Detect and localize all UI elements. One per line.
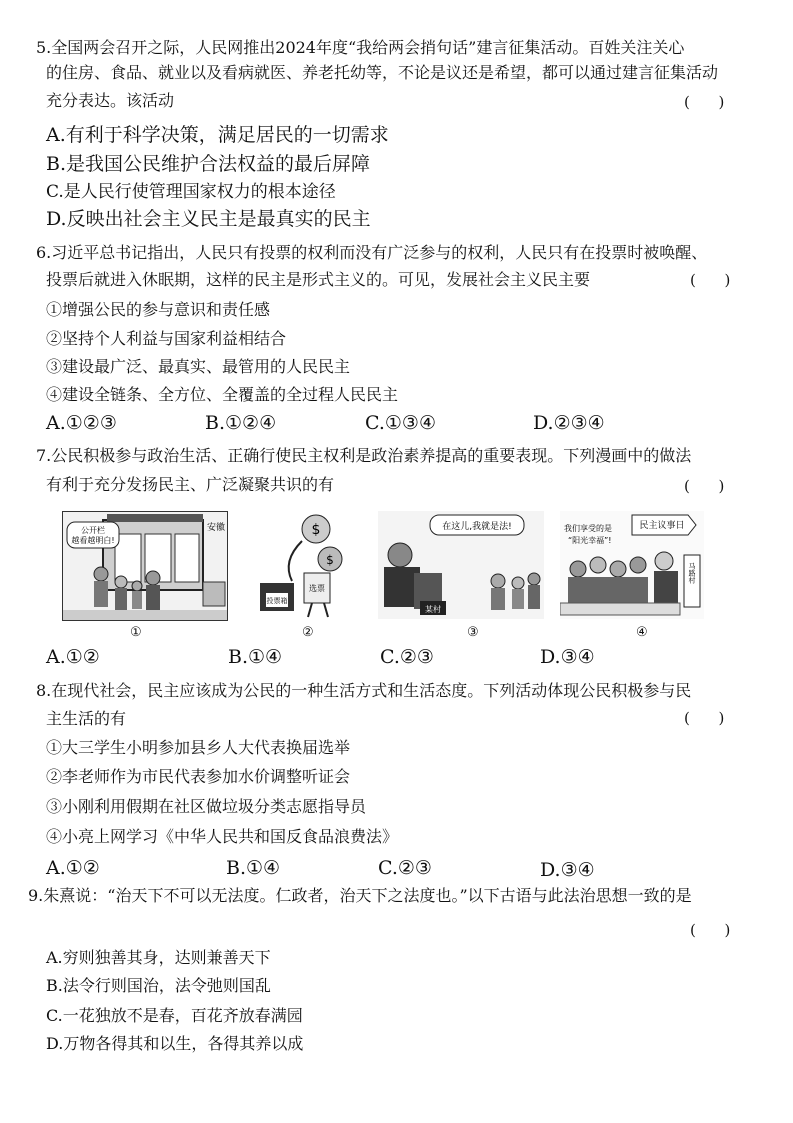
- svg-text:$: $: [311, 522, 321, 538]
- q6-item-1: ①增强公民的参与意识和责任感: [46, 300, 271, 319]
- q6-answer-paren[interactable]: ( ): [690, 271, 731, 289]
- q9-option-a: A.穷则独善其身，达则兼善天下: [46, 948, 271, 967]
- cartoon-3: [378, 511, 544, 619]
- cartoon-4-bubble-1: 我们享受的是: [564, 524, 612, 533]
- q9-line-1: 9.朱熹说：“治天下不可以无法度。仁政者，治天下之法度也。”以下古语与此法治思想一致的是: [28, 886, 692, 905]
- q8-item-4: ④小亮上网学习《中华人民共和国反食品浪费法》: [46, 827, 399, 846]
- q8-choice-d: D.③④: [540, 859, 595, 881]
- cartoon-1-caption: ①: [130, 625, 142, 640]
- q6-choice-c: C.①③④: [365, 412, 436, 434]
- q6-line-2: 投票后就进入休眠期，这样的民主是形式主义的。可见，发展社会主义民主要: [46, 270, 591, 289]
- q7-answer-paren[interactable]: ( ): [684, 477, 725, 495]
- q9-option-d: D.万物各得其和以生，各得其养以成: [46, 1034, 304, 1053]
- cartoon-1-bubble-2: 越看越明白!: [71, 536, 115, 545]
- q7-line-1: 7.公民积极参与政治生活、正确行使民主权利是政治素养提高的重要表现。下列漫画中的做法: [36, 446, 692, 465]
- q6-choice-d: D.②③④: [533, 412, 605, 434]
- q7-line-2: 有利于充分发扬民主、广泛凝聚共识的有: [46, 475, 335, 494]
- q5-option-c: C.是人民行使管理国家权力的根本途径: [46, 182, 336, 202]
- q8-item-2: ②李老师作为市民代表参加水价调整听证会: [46, 767, 351, 786]
- q8-answer-paren[interactable]: ( ): [684, 709, 725, 727]
- q6-item-2: ②坚持个人利益与国家利益相结合: [46, 329, 287, 348]
- q5-line-2: 的住房、食品、就业以及看病就医、养老托幼等，不论是议还是希望，都可以通过建言征集活动: [46, 63, 719, 82]
- cartoon-1-bubble-1: 公开栏: [81, 526, 105, 535]
- q6-choice-a: A.①②③: [46, 412, 117, 434]
- q8-choice-b: B.①④: [226, 857, 281, 879]
- q8-choice-c: C.②③: [378, 857, 432, 879]
- q5-option-b: B.是我国公民维护合法权益的最后屏障: [46, 153, 371, 175]
- svg-text:$: $: [326, 553, 334, 567]
- q8-line-1: 8.在现代社会，民主应该成为公民的一种生活方式和生活态度。下列活动体现公民积极参与民: [36, 681, 692, 700]
- q8-item-1: ①大三学生小明参加县乡人大代表换届选举: [46, 738, 351, 757]
- q9-option-b: B.法令行则国治，法令弛则国乱: [46, 976, 271, 995]
- cartoon-2-caption: ②: [302, 625, 314, 640]
- cartoon-3-caption: ③: [467, 625, 479, 640]
- cartoon-3-desk-label: 某村: [425, 605, 441, 614]
- cartoon-4-banner: 民主议事日: [639, 521, 685, 531]
- q7-choice-c: C.②③: [380, 646, 434, 668]
- q5-option-a: A.有利于科学决策，满足居民的一切需求: [46, 124, 389, 146]
- cartoon-2-box-label: 投票箱: [266, 597, 288, 605]
- cartoon-2: [252, 511, 356, 619]
- q8-line-2: 主生活的有: [46, 709, 127, 728]
- cartoon-4: [560, 511, 704, 619]
- q7-choice-d: D.③④: [540, 646, 595, 668]
- cartoon-1: [62, 511, 228, 621]
- q7-choice-a: A.①②: [46, 646, 100, 668]
- q5-answer-paren[interactable]: ( ): [684, 93, 725, 111]
- cartoon-4-sign: 马路村: [688, 562, 696, 584]
- q6-choice-b: B.①②④: [205, 412, 277, 434]
- cartoon-4-caption: ④: [636, 625, 648, 640]
- cartoon-3-bubble: 在这儿,我就是法!: [442, 522, 512, 532]
- q9-option-c: C.一花独放不是春，百花齐放春满园: [46, 1006, 303, 1025]
- q6-item-4: ④建设全链条、全方位、全覆盖的全过程人民民主: [46, 385, 399, 404]
- cartoon-2-ballot: 选票: [309, 584, 325, 593]
- q6-item-3: ③建设最广泛、最真实、最管用的人民民主: [46, 357, 351, 376]
- cartoon-4-bubble-2: “阳光幸福”!: [568, 536, 612, 545]
- q8-choice-a: A.①②: [46, 857, 100, 879]
- q6-line-1: 6.习近平总书记指出，人民只有投票的权利而没有广泛参与的权利，人民只有在投票时被唤醒、: [36, 243, 708, 262]
- q5-line-1: 5.全国两会召开之际，人民网推出2024年度“我给两会捎句话”建言征集活动。百姓关注关心: [36, 38, 685, 57]
- q7-choice-b: B.①④: [228, 646, 283, 668]
- q5-option-d: D.反映出社会主义民主是最真实的民主: [46, 208, 371, 230]
- q5-line-3: 充分表达。该活动: [46, 91, 175, 110]
- cartoon-1-sign: 安徽: [207, 523, 226, 533]
- q9-answer-paren[interactable]: ( ): [690, 921, 731, 939]
- q8-item-3: ③小刚利用假期在社区做垃圾分类志愿指导员: [46, 797, 367, 816]
